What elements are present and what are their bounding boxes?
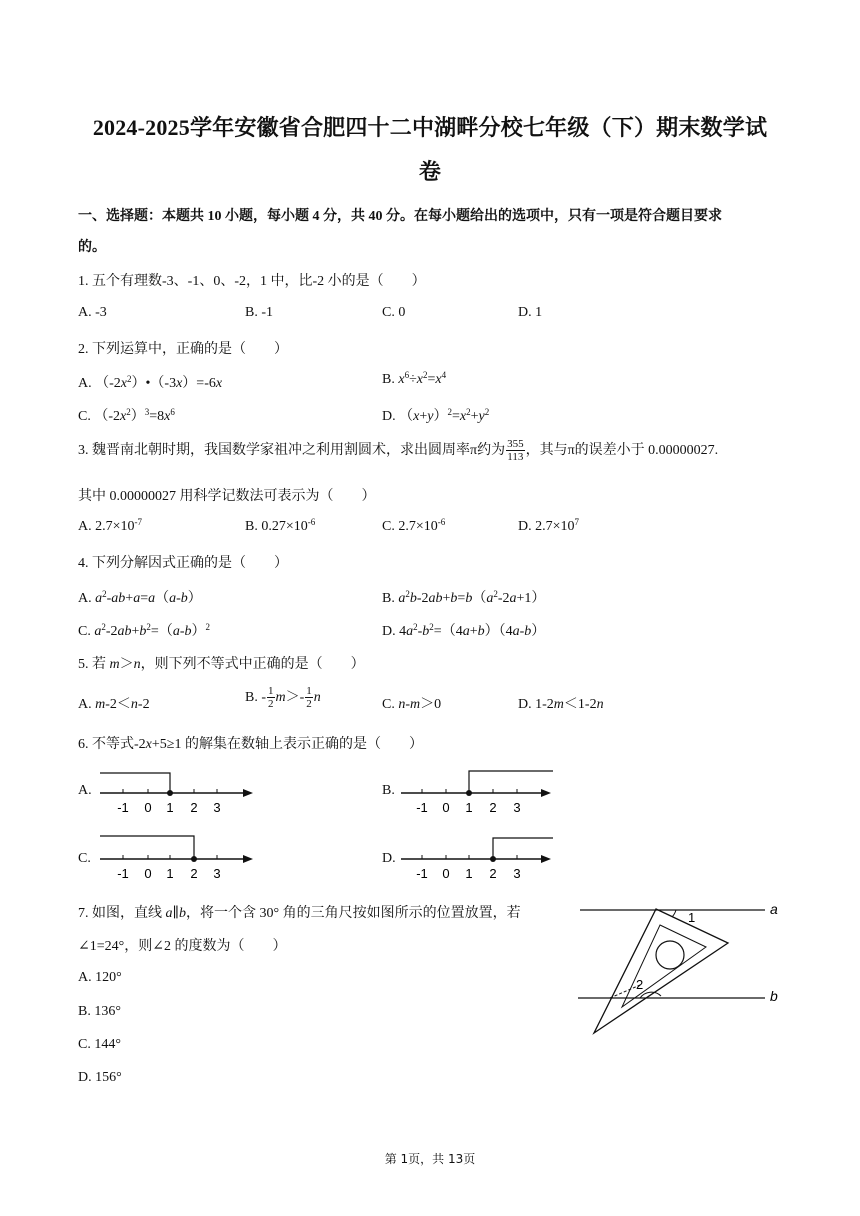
svg-text:3: 3 [213, 866, 221, 881]
section-header-line2: 的。 [78, 240, 106, 255]
q5-option-b: B. - $\frac{1}{2}$ m＞- $\frac{1}{2}$ n [245, 685, 321, 711]
svg-text:0: 0 [144, 800, 152, 815]
svg-text:1: 1 [166, 800, 174, 815]
q1-option-c: C. 0 [382, 305, 406, 320]
q5-option-d: D. 1-2m＜1-2n [518, 697, 604, 712]
angle-1-arc [672, 910, 676, 917]
q7-option-c: C. 144° [78, 1037, 121, 1052]
q4-option-c: C. $a^2-2ab+b^2=(a-b)^2$ [78, 622, 210, 639]
q1-option-d: D. 1 [518, 305, 543, 320]
question-3-stem-line2: 其中 0.00000027 用科学记数法可表示为（ ） [78, 489, 376, 504]
q4-option-b: B. $a^2b-2ab+b=b(a^2-2a+1)$ [382, 589, 546, 606]
q7-option-b: B. 136° [78, 1004, 121, 1019]
svg-text:3: 3 [513, 866, 521, 881]
question-6-stem: 6. 不等式-2x+5≥1 的解集在数轴上表示正确的是（ ） [78, 737, 423, 752]
page-title: 2024-2025学年安徽省合肥四十二中湖畔分校七年级（下）期末数学试 [92, 115, 768, 140]
q6-option-b-label: B. [382, 783, 395, 798]
question-7-stem-line2: ∠1=24°，则∠2 的度数为（ ） [78, 939, 287, 954]
q4-option-d: D. $4a^2-b^2=(4a+b)(4a-b)$ [382, 622, 546, 639]
svg-text:2: 2 [489, 800, 497, 815]
q3-option-b: B. $0.27\times 10^{-6}$ [245, 517, 316, 534]
question-5-stem: 5. 若 m＞n，则下列不等式中正确的是（ ） [78, 657, 365, 672]
q5-option-a: A. m-2＜n-2 [78, 697, 150, 712]
angle-2-label: 2 [636, 977, 644, 992]
section-header: 一、选择题：本题共 10 小题，每小题 4 分，共 40 分。在每小题给出的选项中，只有一项是符合题目要求 [78, 209, 722, 224]
q6-number-line-c [95, 834, 260, 882]
svg-text:2: 2 [190, 800, 198, 815]
q6-option-c-label: C. [78, 851, 91, 866]
svg-text:1: 1 [166, 866, 174, 881]
question-3-stem: 3. 魏晋南北朝时期，我国数学家祖冲之利用割圆术，求出圆周率π约为 $\frac{355}{113}$ ，其与π的误差小于 0.00000027. [78, 438, 719, 464]
q3-option-a: A. $2.7\times 10^{-7}$ [78, 517, 143, 534]
svg-text:1: 1 [465, 866, 473, 881]
q2-option-c: C. $(-2x^2)^3=8x^6$ [78, 407, 175, 424]
q6-option-d-label: D. [382, 851, 396, 866]
q1-option-b: B. -1 [245, 305, 273, 320]
page-footer: 第 1页，共 13页 [384, 1152, 476, 1166]
question-7-stem: 7. 如图，直线 a∥b，将一个含 30° 角的三角尺按如图所示的位置放置，若 [78, 906, 521, 921]
svg-text:0: 0 [442, 866, 450, 881]
svg-text:-1: -1 [416, 866, 428, 881]
triangle-hole [656, 941, 684, 969]
question-4-stem: 4. 下列分解因式正确的是（ ） [78, 556, 288, 571]
svg-text:1: 1 [465, 800, 473, 815]
svg-text:-1: -1 [117, 866, 129, 881]
q2-option-b: B. $x^6\div x^2=x^4$ [382, 370, 447, 387]
svg-text:2: 2 [489, 866, 497, 881]
svg-text:-1: -1 [416, 800, 428, 815]
fraction-355-113: $\frac{355}{113}$ [507, 438, 524, 464]
q6-number-line-d [398, 834, 563, 882]
q3-option-c: C. $2.7\times 10^{-6}$ [382, 517, 446, 534]
q3-option-d: D. $2.7\times 10^7$ [518, 517, 580, 534]
label-a: a [770, 901, 778, 917]
q7-option-d: D. 156° [78, 1070, 122, 1085]
svg-text:-1: -1 [117, 800, 129, 815]
svg-text:0: 0 [442, 800, 450, 815]
q7-geometry-figure [570, 895, 790, 1045]
q1-option-a: A. -3 [78, 305, 107, 320]
page-title-line2: 卷 [418, 159, 442, 184]
q2-option-d: D. $(x+y)^2=x^2+y^2$ [382, 407, 490, 424]
label-b: b [770, 988, 778, 1004]
q2-option-a: A. $(-2x^2)•(-3x)=-6x$ [78, 374, 223, 391]
q5-option-c: C. n-m＞0 [382, 697, 442, 712]
triangle-ruler [594, 909, 728, 1033]
svg-text:3: 3 [213, 800, 221, 815]
question-1-stem: 1. 五个有理数-3、-1、0、-2，1 中，比-2 小的是（ ） [78, 274, 426, 289]
q6-number-line-a [95, 768, 260, 816]
svg-text:0: 0 [144, 866, 152, 881]
q4-option-a: A. $a^2-ab+a=a(a-b)$ [78, 589, 202, 606]
q7-option-a: A. 120° [78, 970, 122, 985]
q6-number-line-b [398, 768, 563, 816]
angle-1-label: 1 [688, 910, 696, 925]
svg-text:2: 2 [190, 866, 198, 881]
question-2-stem: 2. 下列运算中，正确的是（ ） [78, 342, 288, 357]
q6-option-a-label: A. [78, 783, 92, 798]
svg-text:3: 3 [513, 800, 521, 815]
